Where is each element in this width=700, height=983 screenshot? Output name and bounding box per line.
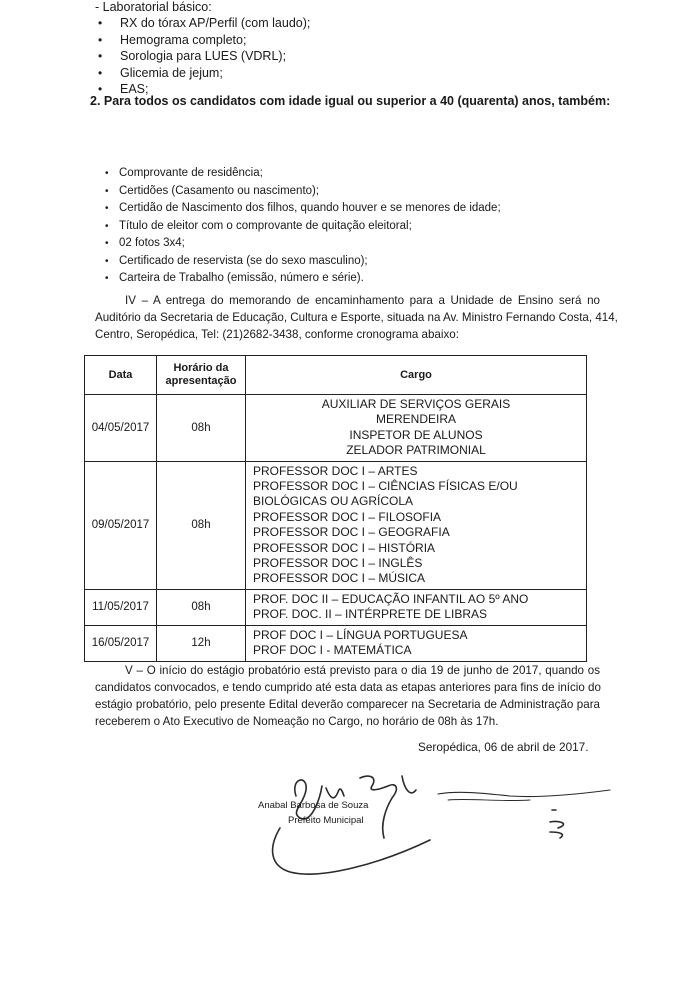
row-date: 04/05/2017 [85,395,157,462]
cargo-line: MERENDEIRA [375,412,456,427]
row-cargo [246,461,587,589]
table-row [85,395,587,462]
section-v-paragraph [95,662,600,730]
signatory-name: Anabal Barbosa de Souza [258,800,369,811]
documents-list [105,165,501,288]
paragraph-line: Centro, Seropédica, Tel: (21)2682-3438, conforme cronograma abaixo: [95,328,459,341]
bullet-icon: • [105,255,109,267]
cargo-line: PROFESSOR DOC I – MÚSICA [253,571,426,586]
cargo-line: PROFESSOR DOC I – GEOGRAFIA [253,525,450,540]
section-iv-paragraph [95,292,618,343]
paragraph-line: Auditório da Secretaria de Educação, Cultura e Esporte, situada na Av. Ministro Fernando Costa, 414, [95,311,618,324]
list-item: • Certidões (Casamento ou nascimento); [105,183,501,201]
cargo-line: PROFESSOR DOC I – CIÊNCIAS FÍSICAS E/OU [253,479,518,494]
bullet-icon: • [98,32,103,47]
list-item: • RX do tórax AP/Perfil (com laudo); [98,16,311,30]
paragraph-line: candidatos convocados, e tendo cumprido até esta data as etapas anteriores para fins de início do [95,681,601,694]
city-date: Seropédica, 06 de abril de 2017. [418,740,589,754]
paragraph-line: V – O início do estágio probatório está previsto para o dia 19 de junho de 2017, quando os [125,664,600,677]
row-time: 08h [157,461,246,589]
lab-title: - Laboratorial básico: [95,0,212,14]
list-item: • Carteira de Trabalho (emissão, número e série). [105,270,501,288]
schedule-table [84,355,587,662]
table-row [85,589,587,625]
bullet-icon: • [98,16,103,30]
cargo-line: PROFESSOR DOC I – INGLÊS [253,556,423,571]
cargo-line: PROF DOC I - MATEMÁTICA [253,643,412,658]
row-date: 09/05/2017 [85,461,157,589]
list-item: • Certidão de Nascimento dos filhos, quando houver e se menores de idade; [105,200,501,218]
bullet-icon: • [105,273,109,284]
cargo-line: PROF. DOC. II – INTÉRPRETE DE LIBRAS [253,607,488,622]
row-cargo [246,589,587,625]
bullet-icon: • [105,203,109,214]
bullet-icon: • [105,220,109,232]
bullet-icon: • [98,65,103,80]
table-row [85,461,587,589]
cargo-line: PROFESSOR DOC I – ARTES [253,463,418,478]
bullet-icon: • [105,238,109,249]
signatory-role: Prefeito Municipal [288,815,364,826]
row-cargo [246,395,587,462]
row-time: 08h [157,589,246,625]
paragraph-line: estágio probatório, pelo presente Edital deverão comparecer na Secretaria de Administração para [95,698,600,711]
bullet-icon: • [98,82,103,97]
cargo-line: PROFESSOR DOC I – FILOSOFIA [253,509,442,524]
row-time: 12h [157,625,246,661]
cargo-line: PROF DOC I – LÍNGUA PORTUGUESA [253,627,468,642]
item-2-heading: 2. Para todos os candidatos com idade igual ou superior a 40 (quarenta) anos, também: [90,94,611,108]
cargo-line: PROFESSOR DOC I – HISTÓRIA [253,540,436,555]
header-time: Horário da apresentação [157,356,246,395]
cargo-line: AUXILIAR DE SERVIÇOS GERAIS [321,397,511,411]
row-cargo [246,625,587,661]
row-date: 11/05/2017 [85,589,157,625]
bullet-icon: • [105,168,109,179]
list-item: • 02 fotos 3x4; [105,235,501,253]
list-item: • Título de eleitor com o comprovante de quitação eleitoral; [105,218,501,236]
bullet-icon: • [98,49,103,64]
cargo-line: ZELADOR PATRIMONIAL [346,443,486,458]
cargo-line: INSPETOR DE ALUNOS [349,427,483,442]
header-cargo: Cargo [246,356,587,395]
paragraph-line: receberem o Ato Executivo de Nomeação no Cargo, no horário de 08h às 17h. [95,715,499,728]
list-item: • Sorologia para LUES (VDRL); [98,49,287,64]
list-item: • Hemograma completo; [98,32,247,47]
row-time: 08h [157,395,246,462]
bullet-icon: • [105,185,109,197]
list-item: • EAS; [98,82,149,97]
list-item: • Comprovante de residência; [105,165,501,183]
paragraph-line: IV – A entrega do memorando de encaminhamento para a Unidade de Ensino será no [125,294,600,307]
cargo-line: PROF. DOC II – EDUCAÇÃO INFANTIL AO 5º ANO [253,591,529,606]
header-date: Data [85,356,157,395]
cargo-line: BIOLÓGICAS OU AGRÍCOLA [253,494,414,509]
list-item: • Glicemia de jejum; [98,65,223,80]
table-header-row [85,356,587,395]
lab-list [98,15,310,98]
list-item: • Certificado de reservista (se do sexo masculino); [105,253,501,271]
table-row [85,625,587,661]
row-date: 16/05/2017 [85,625,157,661]
